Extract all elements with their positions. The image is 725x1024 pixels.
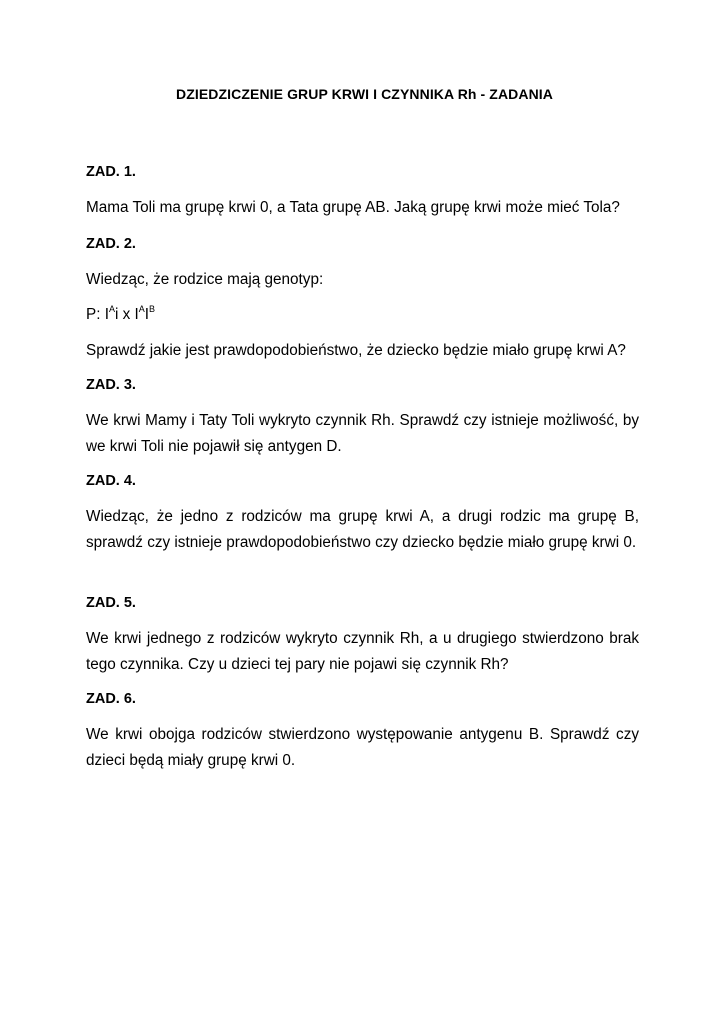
task-4-text: Wiedząc, że jedno z rodziców ma grupę krwi A, a drugi rodzic ma grupę B, sprawdź czy istnieje prawdopodobieństwo czy dziecko będzie miało grupę krwi 0. <box>86 508 639 551</box>
task-1-text: Mama Toli ma grupę krwi 0, a Tata grupę AB. Jaką grupę krwi może mieć Tola? <box>86 199 620 216</box>
task-2-heading: ZAD. 2. <box>86 236 136 252</box>
task-5-heading: ZAD. 5. <box>86 595 136 611</box>
genotype-prefix: P: I <box>86 306 109 323</box>
task-6-text: We krwi obojga rodziców stwierdzono występowanie antygenu B. Sprawdź czy dzieci będą miały grupę krwi 0. <box>86 726 639 769</box>
document-page <box>86 84 639 769</box>
task-3-heading: ZAD. 3. <box>86 377 136 393</box>
task-2-genotype <box>86 302 639 328</box>
genotype-allele-3: B <box>149 303 156 314</box>
task-5-text: We krwi jednego z rodziców wykryto czynnik Rh, a u drugiego stwierdzono brak tego czynnika. Czy u dzieci tej pary nie pojawi się czynnik Rh? <box>86 630 639 673</box>
genotype-cross: i x I <box>114 306 139 323</box>
genotype-allele-2: A <box>138 303 145 314</box>
task-2-question: Sprawdź jakie jest prawdopodobieństwo, że dziecko będzie miało grupę krwi A? <box>86 342 626 359</box>
task-1-heading: ZAD. 1. <box>86 164 136 180</box>
genotype-second-i: I <box>144 306 150 323</box>
task-3-text: We krwi Mamy i Taty Toli wykryto czynnik Rh. Sprawdź czy istnieje możliwość, by we krwi Toli nie pojawił się antygen D. <box>86 412 639 455</box>
document-title: DZIEDZICZENIE GRUP KRWI I CZYNNIKA Rh - ZADANIA <box>176 86 553 102</box>
task-2-intro: Wiedząc, że rodzice mają genotyp: <box>86 271 324 288</box>
task-6-heading: ZAD. 6. <box>86 691 136 707</box>
genotype-allele-1: A <box>108 303 115 314</box>
task-4-heading: ZAD. 4. <box>86 473 136 489</box>
